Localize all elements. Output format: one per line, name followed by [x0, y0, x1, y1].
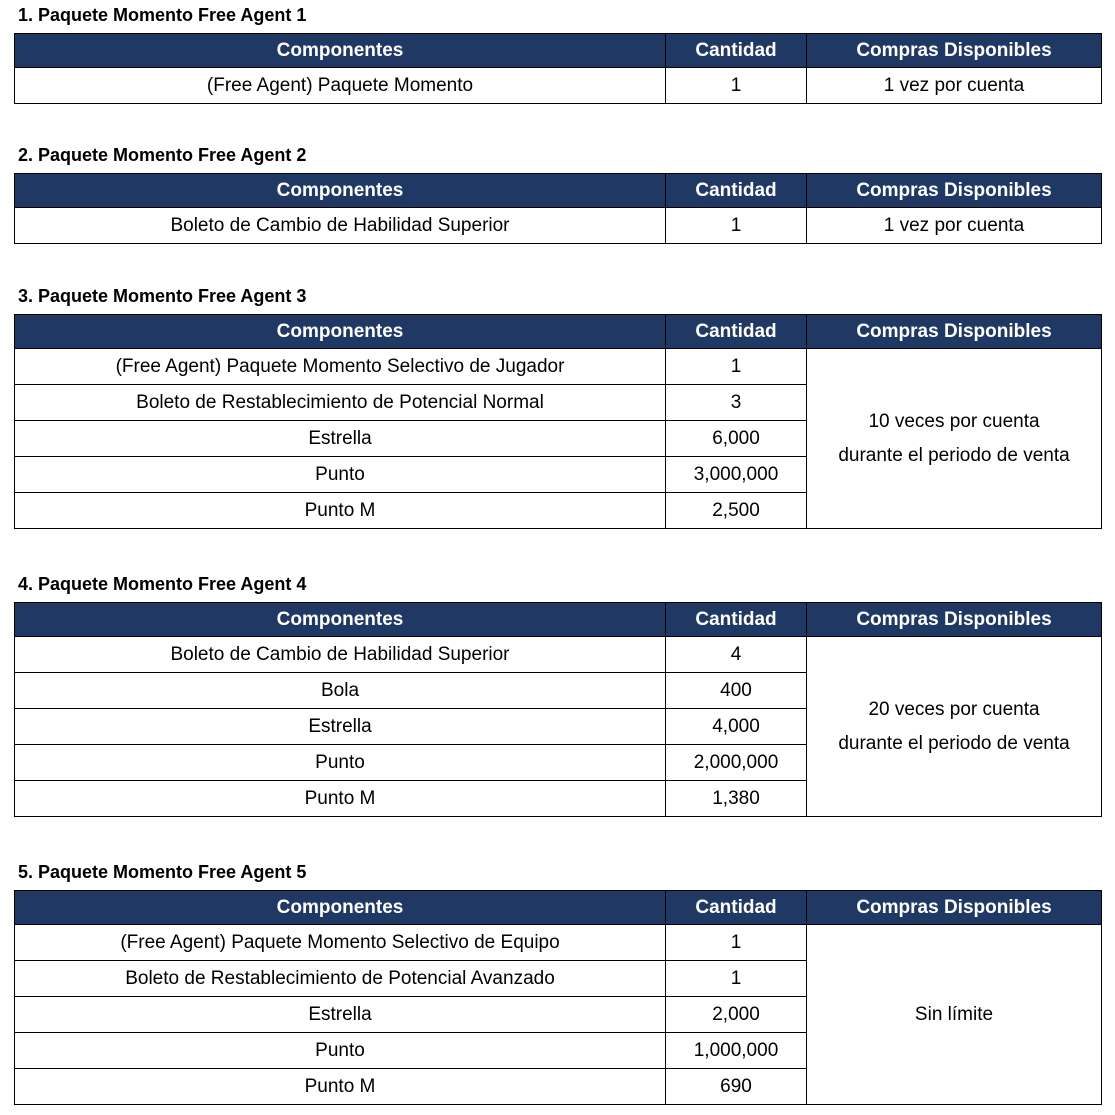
quantity-cell: 1 — [666, 349, 807, 385]
header-row — [15, 603, 1102, 637]
header-row — [15, 34, 1102, 68]
section-title: 4. Paquete Momento Free Agent 4 — [18, 574, 307, 594]
header-available: Compras Disponibles — [807, 891, 1102, 925]
package-section — [14, 285, 1101, 529]
package-table — [14, 314, 1102, 529]
component-cell: (Free Agent) Paquete Momento — [15, 68, 666, 104]
header-quantity: Cantidad — [666, 315, 807, 349]
available-cell — [807, 349, 1102, 529]
component-cell: Estrella — [15, 997, 666, 1033]
header-components: Componentes — [15, 34, 666, 68]
available-line-2: durante el periodo de venta — [838, 732, 1070, 754]
package-section — [14, 144, 1101, 244]
quantity-cell: 1 — [666, 208, 807, 244]
header-available: Compras Disponibles — [807, 174, 1102, 208]
available-cell — [807, 637, 1102, 817]
quantity-cell: 3 — [666, 385, 807, 421]
quantity-cell: 2,500 — [666, 493, 807, 529]
quantity-cell: 2,000 — [666, 997, 807, 1033]
quantity-cell: 6,000 — [666, 421, 807, 457]
quantity-cell: 2,000,000 — [666, 745, 807, 781]
section-title: 3. Paquete Momento Free Agent 3 — [18, 286, 307, 306]
header-available: Compras Disponibles — [807, 34, 1102, 68]
quantity-cell: 400 — [666, 673, 807, 709]
header-quantity: Cantidad — [666, 34, 807, 68]
quantity-cell: 1 — [666, 961, 807, 997]
quantity-cell: 4 — [666, 637, 807, 673]
available-line-1: 1 vez por cuenta — [883, 214, 1025, 236]
header-available: Compras Disponibles — [807, 315, 1102, 349]
component-cell: (Free Agent) Paquete Momento Selectivo de Jugador — [15, 349, 666, 385]
component-cell: Punto — [15, 1033, 666, 1069]
available-cell — [807, 208, 1102, 244]
header-row — [15, 174, 1102, 208]
header-row — [15, 315, 1102, 349]
header-quantity: Cantidad — [666, 174, 807, 208]
header-available: Compras Disponibles — [807, 603, 1102, 637]
component-cell: Boleto de Cambio de Habilidad Superior — [15, 637, 666, 673]
section-title: 2. Paquete Momento Free Agent 2 — [18, 145, 307, 165]
package-table — [14, 602, 1102, 817]
header-row — [15, 891, 1102, 925]
package-table — [14, 173, 1102, 244]
quantity-cell: 690 — [666, 1069, 807, 1105]
quantity-cell: 3,000,000 — [666, 457, 807, 493]
quantity-cell: 1 — [666, 68, 807, 104]
header-quantity: Cantidad — [666, 603, 807, 637]
header-components: Componentes — [15, 603, 666, 637]
component-cell: Punto — [15, 457, 666, 493]
quantity-cell: 4,000 — [666, 709, 807, 745]
table-row — [15, 208, 1102, 244]
component-cell: Boleto de Restablecimiento de Potencial Normal — [15, 385, 666, 421]
component-cell: (Free Agent) Paquete Momento Selectivo de Equipo — [15, 925, 666, 961]
quantity-cell: 1,000,000 — [666, 1033, 807, 1069]
section-title: 5. Paquete Momento Free Agent 5 — [18, 862, 307, 882]
available-line-1: 20 veces por cuenta — [868, 698, 1040, 720]
table-row — [15, 68, 1102, 104]
section-title: 1. Paquete Momento Free Agent 1 — [18, 5, 307, 25]
component-cell: Punto — [15, 745, 666, 781]
package-section — [14, 861, 1101, 1105]
header-components: Componentes — [15, 315, 666, 349]
table-row — [15, 349, 1102, 385]
package-table — [14, 33, 1102, 104]
quantity-cell: 1,380 — [666, 781, 807, 817]
table-row — [15, 925, 1102, 961]
available-line-1: Sin límite — [914, 1003, 994, 1025]
quantity-cell: 1 — [666, 925, 807, 961]
available-line-1: 10 veces por cuenta — [868, 410, 1040, 432]
component-cell: Boleto de Restablecimiento de Potencial Avanzado — [15, 961, 666, 997]
component-cell: Estrella — [15, 709, 666, 745]
header-components: Componentes — [15, 891, 666, 925]
available-line-1: 1 vez por cuenta — [883, 74, 1025, 96]
package-table — [14, 890, 1102, 1105]
component-cell: Punto M — [15, 781, 666, 817]
package-section — [14, 573, 1101, 817]
table-row — [15, 637, 1102, 673]
component-cell: Punto M — [15, 493, 666, 529]
available-cell — [807, 925, 1102, 1105]
component-cell: Bola — [15, 673, 666, 709]
component-cell: Punto M — [15, 1069, 666, 1105]
package-section — [14, 4, 1101, 104]
component-cell: Boleto de Cambio de Habilidad Superior — [15, 208, 666, 244]
header-quantity: Cantidad — [666, 891, 807, 925]
available-line-2: durante el periodo de venta — [838, 444, 1070, 466]
available-cell — [807, 68, 1102, 104]
component-cell: Estrella — [15, 421, 666, 457]
header-components: Componentes — [15, 174, 666, 208]
